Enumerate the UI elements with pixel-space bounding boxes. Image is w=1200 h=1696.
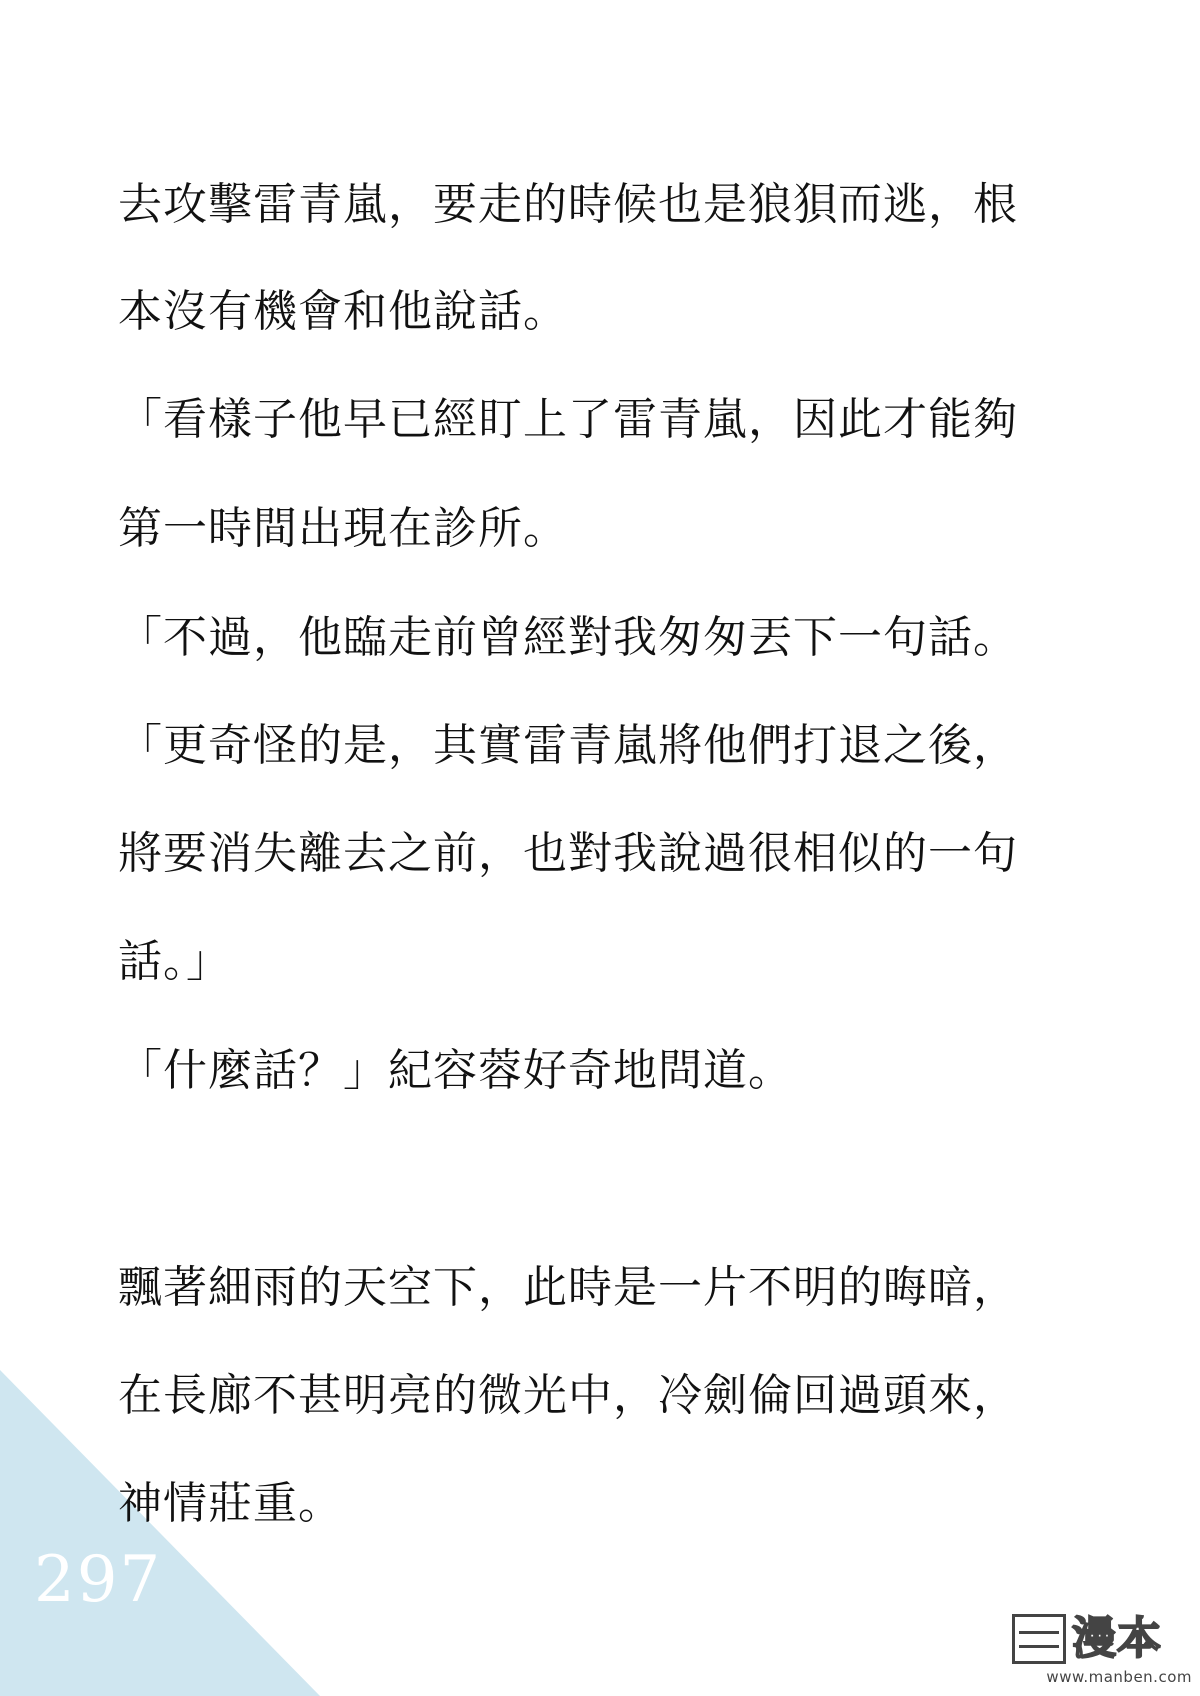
body-line-2: 本沒有機會和他說話。 [118, 286, 568, 337]
body-line-3: 「看樣子他早已經盯上了雷青嵐，因此才能夠 [118, 394, 1018, 445]
watermark-url: www.manben.com [1046, 1668, 1192, 1686]
body-line-10: 飄著細雨的天空下，此時是一片不明的晦暗， [118, 1262, 1018, 1313]
body-line-4: 第一時間出現在診所。 [118, 503, 568, 554]
body-line-9: 「什麼話？」紀容蓉好奇地問道。 [118, 1045, 793, 1096]
body-line-11: 在長廊不甚明亮的微光中，冷劍倫回過頭來， [118, 1370, 1018, 1421]
body-line-7: 將要消失離去之前，也對我說過很相似的一句 [118, 828, 1018, 879]
watermark[interactable] [1012, 1614, 1192, 1688]
manben-logo-icon [1012, 1614, 1066, 1664]
body-line-12: 神情莊重。 [118, 1478, 343, 1529]
body-line-5: 「不過，他臨走前曾經對我匆匆丟下一句話。 [118, 612, 1018, 663]
body-line-1: 去攻擊雷青嵐，要走的時候也是狼狽而逃，根 [118, 179, 1018, 230]
page-number: 297 [34, 1543, 163, 1617]
body-line-8: 話。」 [118, 936, 231, 987]
watermark-brand-text: 漫本 [1072, 1613, 1162, 1664]
body-line-6: 「更奇怪的是，其實雷青嵐將他們打退之後， [118, 720, 1018, 771]
